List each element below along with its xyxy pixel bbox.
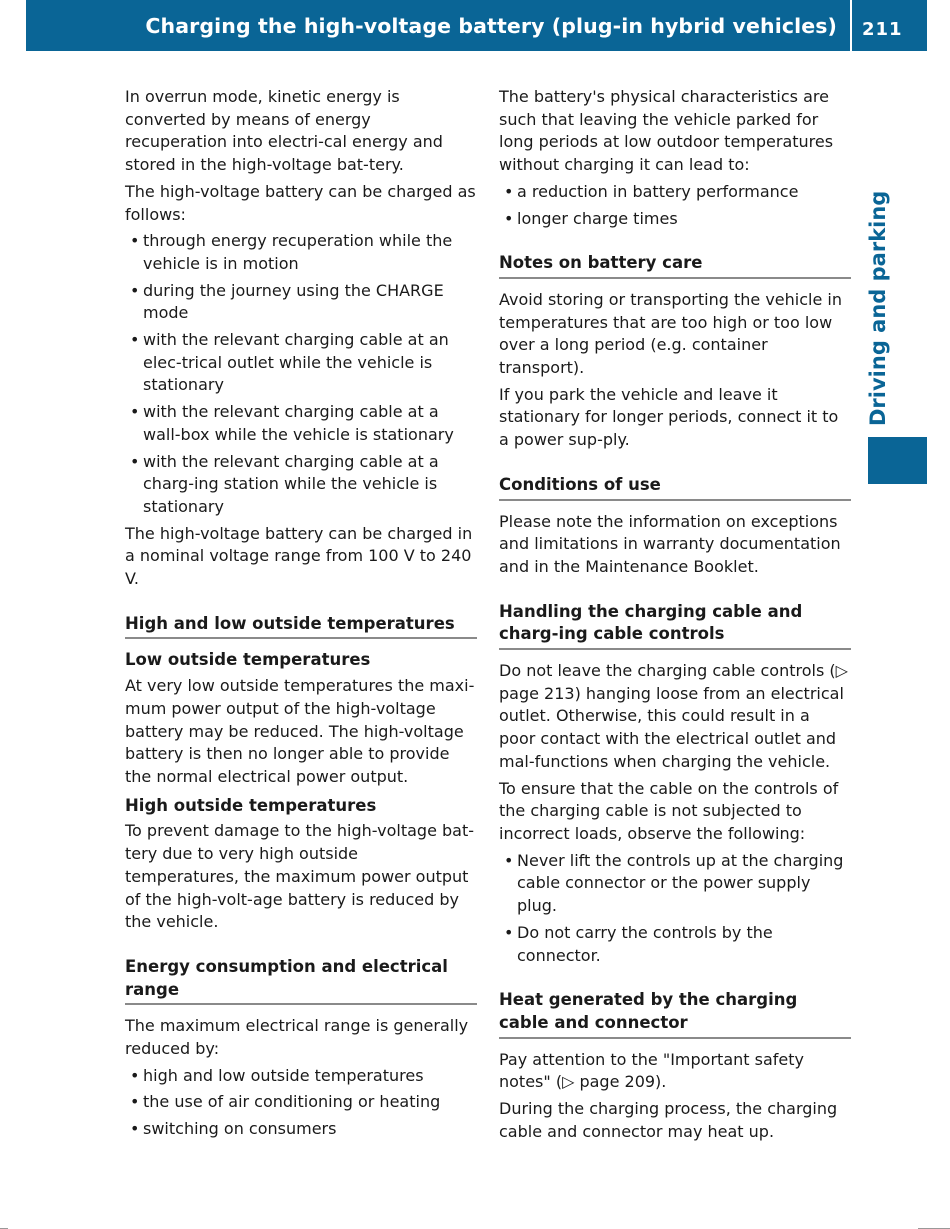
header-divider xyxy=(850,0,852,51)
heat-generated-paragraph-2: During the charging process, the charging cable and connector may heat up. xyxy=(499,1099,838,1141)
bullet-icon: • xyxy=(504,922,514,942)
battery-characteristics-paragraph: The battery's physical characteristics are such that leaving the vehicle parked for long periods at low outdoor temperatures without charging it can lead to: xyxy=(499,87,834,175)
charge-methods-list xyxy=(125,230,477,518)
heat-generated-heading: Heat generated by the charging cable and connector xyxy=(499,989,851,1038)
list-item: • with the relevant charging cable at an elec-trical outlet while the vehicle is stationary xyxy=(130,330,449,395)
charge-intro-paragraph: The high-voltage battery can be charged as follows: xyxy=(125,181,476,224)
voltage-range-paragraph: The high-voltage battery can be charged in a nominal voltage range from 100 V to 240 V. xyxy=(125,523,473,589)
bullet-icon: • xyxy=(130,231,140,251)
battery-care-heading: Notes on battery care xyxy=(499,252,851,279)
right-column xyxy=(499,86,851,1147)
bullet-icon: • xyxy=(130,1092,140,1112)
conditions-of-use-paragraph: Please note the information on exceptions and limitations in warranty documentation and in the Maintenance Booklet. xyxy=(499,511,841,576)
list-item: • with the relevant charging cable at a charg-ing station while the vehicle is stationary xyxy=(130,451,439,516)
list-item: • through energy recuperation while the vehicle is in motion xyxy=(130,231,453,273)
cable-handling-paragraph-1: Do not leave the charging cable controls (▷ page 213) hanging loose from an electrical outlet. Otherwise, this could result in a poor contact with the electrical outlet and mal-functions when charging the vehicle. xyxy=(499,661,848,771)
high-temperatures-paragraph: To prevent damage to the high-voltage bat-tery due to very high outside temperatures, the maximum power output of the high-volt-age battery is reduced by the vehicle. xyxy=(125,821,474,932)
intro-paragraph: In overrun mode, kinetic energy is converted by means of energy recuperation into electri-cal energy and stored in the high-voltage bat-tery. xyxy=(125,87,443,175)
section-title: Charging the high-voltage battery (plug-in hybrid vehicles) xyxy=(145,14,837,38)
battery-effects-list xyxy=(499,181,851,230)
list-item: • longer charge times xyxy=(499,208,851,231)
list-item: • switching on consumers xyxy=(125,1118,477,1141)
energy-consumption-heading: Energy consumption and electrical range xyxy=(125,956,477,1005)
bullet-icon: • xyxy=(504,208,514,228)
temperatures-heading: High and low outside temperatures xyxy=(125,613,477,640)
conditions-of-use-heading: Conditions of use xyxy=(499,474,851,501)
low-temperatures-subheading: Low outside temperatures xyxy=(125,650,371,670)
bullet-icon: • xyxy=(130,451,140,471)
list-item: • a reduction in battery performance xyxy=(499,181,851,204)
bullet-icon: • xyxy=(130,1065,140,1085)
page-number: 211 xyxy=(862,19,903,40)
page-header xyxy=(26,0,927,51)
left-column xyxy=(125,86,477,1145)
cable-handling-list xyxy=(499,850,851,968)
cable-handling-heading: Handling the charging cable and charg-ing cable controls xyxy=(499,601,851,650)
range-factors-list xyxy=(125,1065,477,1141)
high-temperatures-subheading: High outside temperatures xyxy=(125,795,377,815)
bullet-icon: • xyxy=(130,402,140,422)
bullet-icon: • xyxy=(504,181,514,201)
list-item: • the use of air conditioning or heating xyxy=(125,1091,477,1114)
bullet-icon: • xyxy=(130,280,140,300)
bullet-icon: • xyxy=(130,1119,140,1139)
chapter-tab xyxy=(866,190,894,426)
energy-intro-paragraph: The maximum electrical range is generally reduced by: xyxy=(125,1016,469,1059)
list-item: • during the journey using the CHARGE mode xyxy=(130,280,444,323)
battery-care-paragraph-2: If you park the vehicle and leave it stationary for longer periods, connect it to a power sup-ply. xyxy=(499,384,839,450)
list-item: • Never lift the controls up at the charging cable connector or the power supply plug. xyxy=(504,850,844,916)
bullet-icon: • xyxy=(504,850,514,870)
list-item: • with the relevant charging cable at a wall-box while the vehicle is stationary xyxy=(130,402,454,444)
battery-care-paragraph-1: Avoid storing or transporting the vehicle in temperatures that are too high or too low over a long period (e.g. container transport). xyxy=(499,289,842,378)
chapter-tab-label: Driving and parking xyxy=(866,190,890,426)
chapter-tab-marker xyxy=(868,437,927,484)
low-temperatures-paragraph: At very low outside temperatures the maxi-mum power output of the high-voltage battery may be reduced. The high-voltage battery is then no longer able to provide the normal electrical power output. xyxy=(125,676,475,786)
cable-handling-paragraph-2: To ensure that the cable on the controls of the charging cable is not subjected to incorrect loads, observe the following: xyxy=(499,778,839,843)
list-item: • Do not carry the controls by the connector. xyxy=(504,922,773,965)
heat-generated-paragraph-1: Pay attention to the "Important safety notes" (▷ page 209). xyxy=(499,1049,804,1092)
list-item: • high and low outside temperatures xyxy=(125,1065,477,1088)
bullet-icon: • xyxy=(130,330,140,350)
